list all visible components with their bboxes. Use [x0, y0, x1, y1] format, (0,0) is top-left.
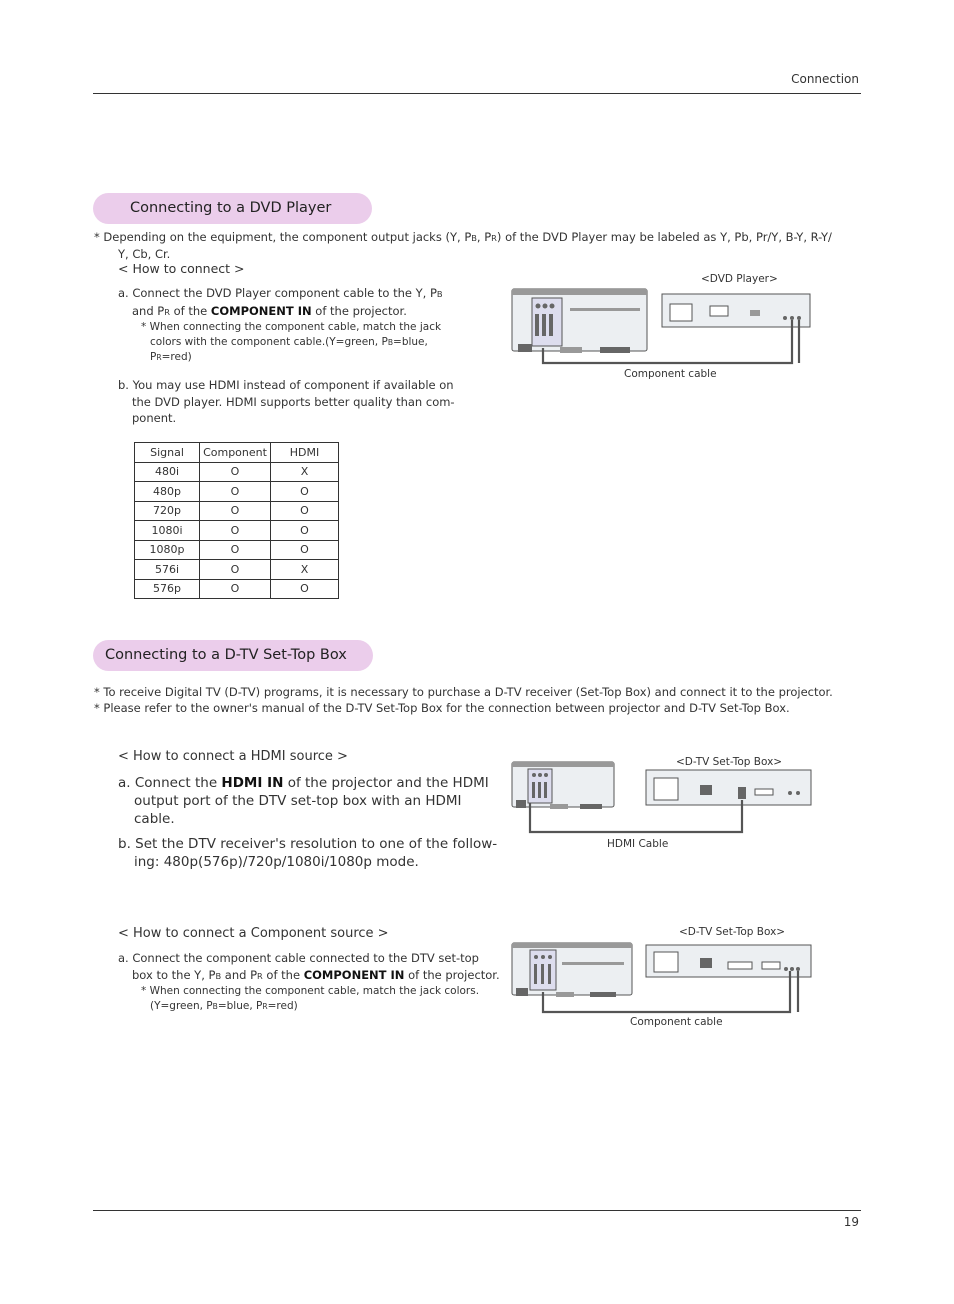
hdmi-step-b: b. Set the DTV receiver's resolution to one of the follow- ing: 480p(576p)/720p/1080i/1080p mode.	[118, 836, 498, 870]
table-cell: O	[200, 482, 271, 502]
table-row	[135, 579, 339, 599]
dtv-note-2: * Please refer to the owner's manual of the D-TV Set-Top Box for the connection between projector and D-TV Set-Top Box.	[94, 701, 790, 715]
hdmi-step-a: a. Connect the HDMI IN of the projector and the HDMI output port of the DTV set-top box with an HDMI cable.	[118, 775, 489, 827]
table-cell: X	[271, 560, 339, 580]
hdmi-cable-label: HDMI Cable	[607, 838, 669, 850]
dtv-section-title: Connecting to a D-TV Set-Top Box	[93, 640, 373, 671]
table-row	[135, 501, 339, 521]
table-header-cell: Component	[200, 443, 271, 463]
table-cell: 720p	[135, 501, 200, 521]
dtv-component-cable-label: Component cable	[630, 1016, 723, 1028]
table-cell: 1080p	[135, 540, 200, 560]
dvd-step-a-subnote: * When connecting the component cable, match the jack colors with the component cable.(Y=green, PB=blue, PR=red)	[141, 321, 442, 363]
table-row	[135, 482, 339, 502]
table-cell: O	[271, 540, 339, 560]
dtv-component-device-label: <D-TV Set-Top Box>	[679, 926, 786, 938]
table-cell: 480i	[135, 462, 200, 482]
dvd-connection-diagram	[510, 286, 815, 366]
table-cell: O	[200, 521, 271, 541]
dvd-component-cable-label: Component cable	[624, 368, 717, 380]
hdmi-how-to-heading: < How to connect a HDMI source >	[118, 749, 348, 764]
component-step-a: a. Connect the component cable connected to the DTV set-top box to the Y, PB and PR of the COMPONENT IN of the projector. * When connecting the component cable, match the jack colors. (Y=green, PB=blue, PR=red)	[118, 950, 513, 1014]
table-cell: 480p	[135, 482, 200, 502]
footer-rule	[93, 1210, 861, 1211]
header-rule	[93, 93, 861, 94]
table-cell: O	[200, 579, 271, 599]
component-connection-diagram	[510, 940, 815, 1018]
dvd-step-b: b. You may use HDMI instead of component if available on the DVD player. HDMI supports better quality than com- ponent.	[118, 378, 455, 425]
table-row	[135, 540, 339, 560]
dvd-section-title: Connecting to a DVD Player	[93, 193, 372, 224]
header-section-label: Connection	[791, 72, 859, 86]
table-row	[135, 462, 339, 482]
table-cell: O	[271, 501, 339, 521]
table-cell: O	[200, 501, 271, 521]
signal-compatibility-table	[134, 442, 339, 599]
table-cell: O	[271, 482, 339, 502]
table-cell: O	[200, 560, 271, 580]
table-cell: O	[200, 462, 271, 482]
projector-illustration	[512, 762, 614, 807]
component-step-a-subnote: * When connecting the component cable, match the jack colors. (Y=green, PB=blue, PR=red)	[141, 985, 480, 1012]
table-header-row	[135, 443, 339, 463]
hdmi-port	[738, 787, 746, 799]
component-how-to-heading: < How to connect a Component source >	[118, 926, 389, 941]
table-cell: O	[200, 540, 271, 560]
dvd-how-to-heading: < How to connect >	[118, 261, 245, 276]
dtv-hdmi-device-label: <D-TV Set-Top Box>	[676, 756, 783, 768]
table-row	[135, 560, 339, 580]
table-cell: X	[271, 462, 339, 482]
table-header-cell: HDMI	[271, 443, 339, 463]
dvd-player-label: <DVD Player>	[701, 273, 778, 285]
table-cell: 576p	[135, 579, 200, 599]
table-cell: 576i	[135, 560, 200, 580]
dtv-note-1: * To receive Digital TV (D-TV) programs, it is necessary to purchase a D-TV receiver (Set-Top Box) and connect it to the projector.	[94, 685, 833, 699]
table-header-cell: Signal	[135, 443, 200, 463]
dvd-step-a: a. Connect the DVD Player component cable to the Y, PB and PR of the COMPONENT IN of the projector. * When connecting the component cable, match the jack colors with the component cable.(Y=green, PB=blue, PR=red)	[118, 285, 488, 365]
hdmi-connection-diagram	[510, 760, 815, 838]
dvd-note: * Depending on the equipment, the component output jacks (Y, PB, PR) of the DVD Player may be labeled as Y, Pb, Pr/Y, B-Y, R-Y/ Y, Cb, Cr.	[94, 230, 832, 261]
page-number: 19	[843, 1215, 859, 1229]
table-cell: O	[271, 579, 339, 599]
table-cell: 1080i	[135, 521, 200, 541]
table-row	[135, 521, 339, 541]
table-cell: O	[271, 521, 339, 541]
